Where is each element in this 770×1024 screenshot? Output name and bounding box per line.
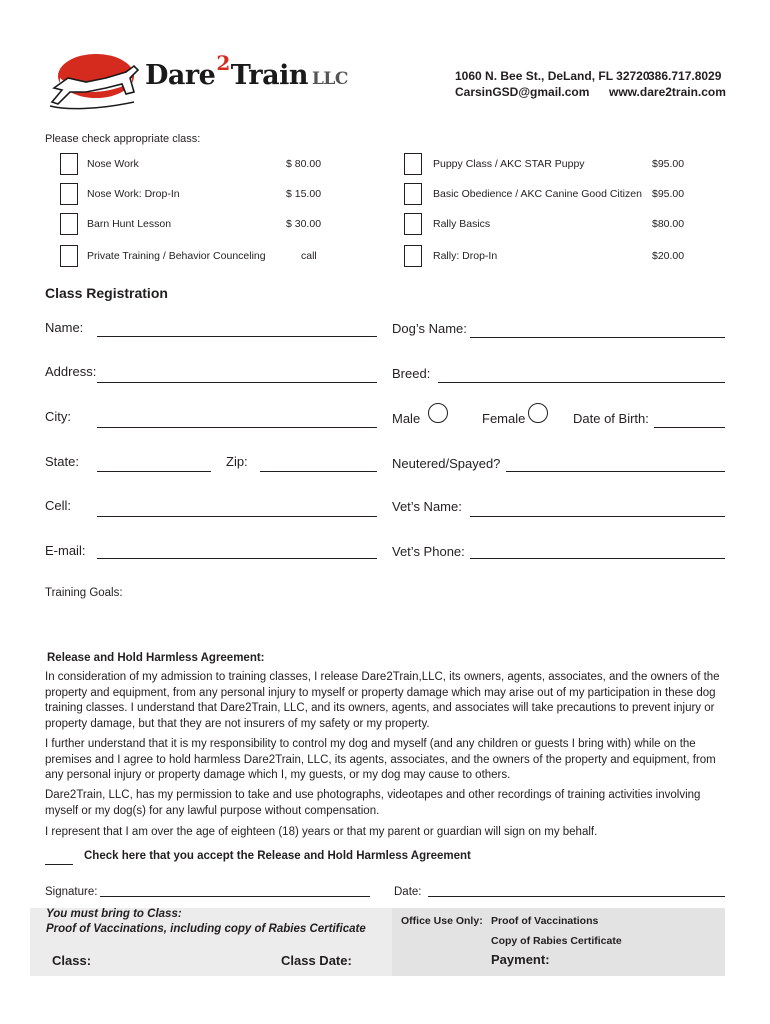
city-label: City: (45, 409, 71, 424)
vets-name-label: Vet’s Name: (392, 499, 462, 514)
state-field[interactable] (97, 471, 211, 472)
office-item: Proof of Vaccinations (491, 915, 599, 927)
female-radio[interactable] (528, 403, 548, 423)
dog-logo-icon (46, 48, 146, 114)
contact-phone: 386.717.8029 (648, 69, 722, 83)
neutered-label: Neutered/Spayed? (392, 456, 501, 471)
name-label: Name: (45, 320, 84, 335)
class-price: $ 80.00 (286, 158, 322, 170)
bring-notice-detail: Proof of Vaccinations, including copy of Rabies Certificate (46, 923, 366, 935)
bring-notice-title: You must bring to Class: (46, 908, 182, 920)
class-checkbox[interactable] (404, 183, 422, 205)
class-price: call (301, 250, 317, 262)
payment-label: Payment: (491, 952, 550, 967)
male-radio[interactable] (428, 403, 448, 423)
breed-label: Breed: (392, 366, 431, 381)
zip-field[interactable] (260, 471, 377, 472)
address-label: Address: (45, 364, 97, 379)
class-checkbox[interactable] (404, 245, 422, 267)
class-checkbox[interactable] (404, 213, 422, 235)
class-label: Nose Work (87, 158, 139, 170)
dogs-name-label: Dog’s Name: (392, 321, 467, 336)
contact-email[interactable]: CarsinGSD@gmail.com (455, 85, 590, 99)
class-price: $ 15.00 (286, 188, 322, 200)
agreement-title: Release and Hold Harmless Agreement: (47, 652, 265, 664)
class-price: $95.00 (652, 188, 685, 200)
class-label: Rally Basics (433, 218, 491, 230)
state-label: State: (45, 454, 79, 469)
email-field[interactable] (97, 558, 377, 559)
breed-field[interactable] (438, 382, 725, 383)
vets-name-field[interactable] (470, 516, 725, 517)
signature-field[interactable] (100, 896, 370, 897)
agreement-paragraph: I further understand that it is my responsibility to control my dog and myself (and any children or guests I bring with) while on the premises and I agree to hold harmless Dare2Train, LLC, its agents, associates, and the owners of the property and equipment, from any personal injury or property damage which I, my guests, or my dog may cause to others. (45, 738, 716, 781)
class-label: Barn Hunt Lesson (87, 218, 172, 230)
cell-field[interactable] (97, 516, 377, 517)
male-label: Male (392, 411, 421, 426)
agreement-paragraph: Dare2Train, LLC, has my permission to take and use photographs, videotapes and other recordings of training activities involving myself or my dog(s) for any lawful purpose without compensation. (45, 789, 701, 817)
name-field[interactable] (97, 336, 377, 337)
office-use-title: Office Use Only: (401, 915, 483, 927)
female-label: Female (482, 411, 526, 426)
class-price: $95.00 (652, 158, 685, 170)
training-goals-label: Training Goals: (45, 587, 123, 599)
office-item: Copy of Rabies Certificate (491, 935, 622, 947)
class-checkbox[interactable] (60, 183, 78, 205)
vets-phone-label: Vet’s Phone: (392, 544, 465, 559)
class-checkbox[interactable] (60, 245, 78, 267)
date-label: Date: (394, 886, 422, 898)
zip-label: Zip: (226, 454, 248, 469)
dob-field[interactable] (654, 427, 725, 428)
class-label-office: Class: (52, 953, 92, 968)
agreement-paragraph: I represent that I am over the age of eighteen (18) years or that my parent or guardian will sign on my behalf. (45, 826, 598, 838)
email-label: E-mail: (45, 543, 86, 558)
class-label: Puppy Class / AKC STAR Puppy (433, 158, 585, 170)
agreement-paragraph: In consideration of my admission to training classes, I release Dare2Train,LLC, its owners, agents, associates, and the owners of the property and equipment, from any personal injury to myself or property damage which may arise out of my participation in these dog training classes. I understand that Dare2Train, LLC, and its owners, agents, and associates will take precautions to prevent injury or property damage, but that they are not insurers of my safety or my property. (45, 671, 720, 730)
contact-address: 1060 N. Bee St., DeLand, FL 32720 (455, 69, 650, 83)
accept-check-label: Check here that you accept the Release and Hold Harmless Agreement (84, 850, 471, 862)
neutered-field[interactable] (506, 471, 725, 472)
class-checkbox[interactable] (404, 153, 422, 175)
class-label: Private Training / Behavior Counceling (87, 250, 266, 262)
address-field[interactable] (97, 382, 377, 383)
dob-label: Date of Birth: (573, 411, 649, 426)
class-date-label: Class Date: (281, 953, 352, 968)
class-instruction: Please check appropriate class: (45, 133, 201, 145)
vets-phone-field[interactable] (470, 558, 725, 559)
class-price: $80.00 (652, 218, 685, 230)
class-label: Nose Work: Drop-In (87, 188, 180, 200)
dogs-name-field[interactable] (470, 337, 725, 338)
section-title: Class Registration (45, 285, 168, 301)
class-checkbox[interactable] (60, 213, 78, 235)
accept-check-field[interactable] (45, 864, 73, 865)
contact-website[interactable]: www.dare2train.com (609, 85, 726, 99)
signature-label: Signature: (45, 886, 98, 898)
class-price: $ 30.00 (286, 218, 322, 230)
class-label: Basic Obedience / AKC Canine Good Citizen (433, 188, 642, 200)
brand-name: Dare$^2$Train LLC (145, 51, 348, 91)
class-label: Rally: Drop-In (433, 250, 498, 262)
class-checkbox[interactable] (60, 153, 78, 175)
date-field[interactable] (428, 896, 725, 897)
class-price: $20.00 (652, 250, 685, 262)
cell-label: Cell: (45, 498, 72, 513)
city-field[interactable] (97, 427, 377, 428)
